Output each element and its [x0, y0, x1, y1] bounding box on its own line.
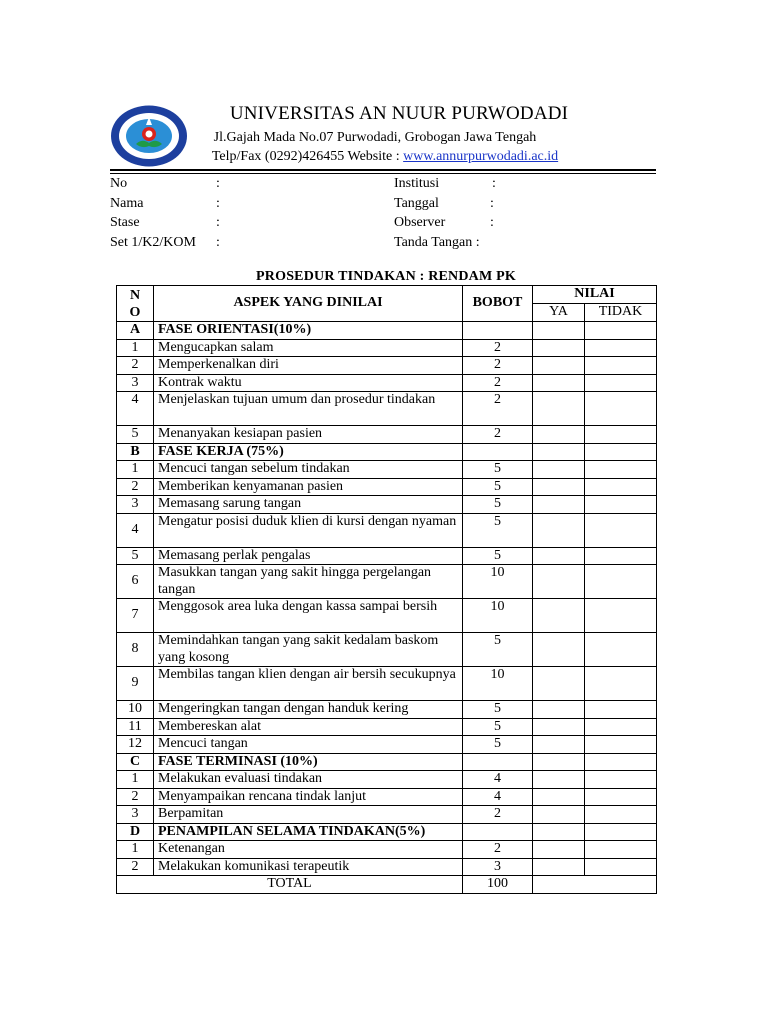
score-tidak-cell[interactable]	[585, 565, 657, 599]
weight-value: 5	[463, 633, 533, 667]
table-row	[117, 633, 657, 667]
contact-prefix: Telp/Fax (0292)426455 Website :	[211, 149, 404, 164]
weight-value: 2	[463, 392, 533, 426]
score-tidak-cell[interactable]	[585, 806, 657, 824]
score-ya-cell[interactable]	[533, 547, 585, 565]
score-ya-cell[interactable]	[533, 357, 585, 375]
table-row	[117, 478, 657, 496]
weight-value: 4	[463, 788, 533, 806]
aspect-text: Menggosok area luka dengan kassa sampai bersih	[154, 599, 463, 633]
score-ya-cell[interactable]	[533, 701, 585, 719]
info-colon: :	[216, 176, 220, 191]
table-row	[117, 806, 657, 824]
info-row-stase	[110, 213, 370, 233]
row-number: 2	[117, 478, 154, 496]
weight-value	[463, 322, 533, 340]
table-row	[117, 496, 657, 514]
row-number: 2	[117, 788, 154, 806]
score-ya-cell[interactable]	[533, 667, 585, 701]
score-tidak-cell[interactable]	[585, 496, 657, 514]
aspect-text: Melakukan komunikasi terapeutik	[154, 858, 463, 876]
university-name: UNIVERSITAS AN NUUR PURWODADI	[229, 103, 569, 124]
table-row	[117, 565, 657, 599]
table-row	[117, 374, 657, 392]
table-row	[117, 858, 657, 876]
header-ya: YA	[533, 304, 585, 322]
table-row	[117, 426, 657, 444]
table-row	[117, 736, 657, 754]
info-colon: :	[216, 215, 220, 230]
aspect-text: Membereskan alat	[154, 718, 463, 736]
table-row	[117, 701, 657, 719]
score-tidak-cell[interactable]	[585, 392, 657, 426]
row-number: 1	[117, 461, 154, 479]
weight-value: 5	[463, 461, 533, 479]
info-colon: :	[216, 234, 220, 250]
score-ya-cell[interactable]	[533, 771, 585, 789]
section-title: FASE KERJA (75%)	[154, 443, 463, 461]
weight-value: 2	[463, 339, 533, 357]
weight-value: 2	[463, 426, 533, 444]
total-label: TOTAL	[117, 876, 463, 894]
score-ya-cell[interactable]	[533, 461, 585, 479]
weight-value: 4	[463, 771, 533, 789]
table-row	[117, 547, 657, 565]
info-row-set	[110, 233, 370, 253]
info-row-tanda-tangan	[394, 233, 654, 253]
weight-value: 2	[463, 374, 533, 392]
score-ya-cell[interactable]	[533, 806, 585, 824]
info-label: Institusi	[394, 176, 440, 191]
aspect-text: Kontrak waktu	[154, 374, 463, 392]
header-bobot: BOBOT	[463, 286, 533, 322]
section-row	[117, 753, 657, 771]
score-ya-cell[interactable]	[533, 823, 585, 841]
aspect-text: Berpamitan	[154, 806, 463, 824]
score-ya-cell[interactable]	[533, 718, 585, 736]
total-row	[117, 876, 657, 894]
row-number: 4	[117, 392, 154, 426]
score-ya-cell[interactable]	[533, 496, 585, 514]
weight-value: 10	[463, 565, 533, 599]
score-tidak-cell[interactable]	[585, 322, 657, 340]
row-number: 4	[117, 513, 154, 547]
info-label: Tanda Tangan :	[394, 234, 480, 250]
table-row	[117, 339, 657, 357]
weight-value: 5	[463, 547, 533, 565]
header-no: N O	[117, 286, 154, 322]
weight-value: 2	[463, 357, 533, 375]
score-ya-cell[interactable]	[533, 633, 585, 667]
weight-value: 5	[463, 513, 533, 547]
total-score-cell[interactable]	[533, 876, 657, 894]
table-row	[117, 788, 657, 806]
score-tidak-cell[interactable]	[585, 701, 657, 719]
weight-value: 2	[463, 841, 533, 859]
info-colon: :	[216, 195, 220, 211]
score-ya-cell[interactable]	[533, 858, 585, 876]
info-row-observer	[394, 213, 654, 233]
info-label: No	[110, 176, 128, 191]
score-tidak-cell[interactable]	[585, 547, 657, 565]
aspect-text: Membilas tangan klien dengan air bersih secukupnya	[154, 667, 463, 701]
row-number: 9	[117, 667, 154, 701]
section-title: PENAMPILAN SELAMA TINDAKAN(5%)	[154, 823, 463, 841]
total-value: 100	[463, 876, 533, 894]
aspect-text: Memindahkan tangan yang sakit kedalam baskom yang kosong	[154, 633, 463, 667]
row-number: 12	[117, 736, 154, 754]
row-number: 3	[117, 374, 154, 392]
row-number: 2	[117, 357, 154, 375]
weight-value: 10	[463, 599, 533, 633]
score-tidak-cell[interactable]	[585, 736, 657, 754]
aspect-text: Mengucapkan salam	[154, 339, 463, 357]
section-row	[117, 823, 657, 841]
weight-value: 5	[463, 478, 533, 496]
row-number: 2	[117, 858, 154, 876]
aspect-text: Memperkenalkan diri	[154, 357, 463, 375]
score-ya-cell[interactable]	[533, 322, 585, 340]
score-ya-cell[interactable]	[533, 513, 585, 547]
aspect-text: Menjelaskan tujuan umum dan prosedur tindakan	[154, 392, 463, 426]
score-ya-cell[interactable]	[533, 374, 585, 392]
info-row-nama	[110, 194, 370, 214]
score-tidak-cell[interactable]	[585, 599, 657, 633]
score-ya-cell[interactable]	[533, 478, 585, 496]
score-tidak-cell[interactable]	[585, 788, 657, 806]
info-label: Observer	[394, 215, 446, 230]
section-title: FASE TERMINASI (10%)	[154, 753, 463, 771]
row-number: 5	[117, 547, 154, 565]
weight-value: 5	[463, 736, 533, 754]
weight-value: 5	[463, 701, 533, 719]
score-tidak-cell[interactable]	[585, 718, 657, 736]
assessment-table	[116, 285, 657, 894]
row-number: B	[117, 443, 154, 461]
aspect-text: Mengatur posisi duduk klien di kursi dengan nyaman	[154, 513, 463, 547]
info-row-tanggal	[394, 194, 654, 214]
score-ya-cell[interactable]	[533, 565, 585, 599]
aspect-text: Mengeringkan tangan dengan handuk kering	[154, 701, 463, 719]
score-ya-cell[interactable]	[533, 599, 585, 633]
row-number: C	[117, 753, 154, 771]
header-divider	[110, 169, 656, 171]
aspect-text: Mencuci tangan	[154, 736, 463, 754]
score-tidak-cell[interactable]	[585, 426, 657, 444]
table-row	[117, 841, 657, 859]
info-left	[110, 174, 370, 252]
table-row	[117, 357, 657, 375]
score-ya-cell[interactable]	[533, 339, 585, 357]
score-ya-cell[interactable]	[533, 753, 585, 771]
table-row	[117, 461, 657, 479]
table-title: PROSEDUR TINDAKAN : RENDAM PK	[256, 269, 516, 284]
weight-value: 10	[463, 667, 533, 701]
aspect-text: Mencuci tangan sebelum tindakan	[154, 461, 463, 479]
score-tidak-cell[interactable]	[585, 478, 657, 496]
score-tidak-cell[interactable]	[585, 633, 657, 667]
weight-value: 5	[463, 718, 533, 736]
header-tidak: TIDAK	[585, 304, 657, 322]
section-row	[117, 322, 657, 340]
website-link[interactable]: www.annurpurwodadi.ac.id	[403, 149, 559, 164]
weight-value: 5	[463, 496, 533, 514]
info-row-institusi	[394, 174, 654, 194]
score-tidak-cell[interactable]	[585, 858, 657, 876]
row-number: 1	[117, 339, 154, 357]
table-row	[117, 513, 657, 547]
score-tidak-cell[interactable]	[585, 461, 657, 479]
score-ya-cell[interactable]	[533, 443, 585, 461]
score-ya-cell[interactable]	[533, 736, 585, 754]
score-tidak-cell[interactable]	[585, 771, 657, 789]
aspect-text: Memasang perlak pengalas	[154, 547, 463, 565]
weight-value: 3	[463, 858, 533, 876]
table-row	[117, 718, 657, 736]
info-label: Nama	[110, 195, 144, 211]
table-row	[117, 667, 657, 701]
section-title: FASE ORIENTASI(10%)	[154, 322, 463, 340]
section-row	[117, 443, 657, 461]
score-ya-cell[interactable]	[533, 841, 585, 859]
row-number: 6	[117, 565, 154, 599]
aspect-text: Masukkan tangan yang sakit hingga pergelangan tangan	[154, 565, 463, 599]
aspect-text: Melakukan evaluasi tindakan	[154, 771, 463, 789]
info-label: Set 1/K2/KOM	[110, 234, 196, 250]
aspect-text: Ketenangan	[154, 841, 463, 859]
score-ya-cell[interactable]	[533, 788, 585, 806]
row-number: 3	[117, 496, 154, 514]
university-address: Jl.Gajah Mada No.07 Purwodadi, Grobogan Jawa Tengah	[213, 130, 537, 145]
score-tidak-cell[interactable]	[585, 823, 657, 841]
score-tidak-cell[interactable]	[585, 667, 657, 701]
row-number: 10	[117, 701, 154, 719]
table-row	[117, 392, 657, 426]
row-number: 3	[117, 806, 154, 824]
weight-value: 2	[463, 806, 533, 824]
weight-value	[463, 753, 533, 771]
info-row-no	[110, 174, 370, 194]
info-colon: :	[490, 195, 494, 211]
university-logo	[110, 105, 188, 167]
info-colon: :	[492, 176, 496, 191]
row-number: 1	[117, 771, 154, 789]
aspect-text: Memasang sarung tangan	[154, 496, 463, 514]
info-colon: :	[490, 215, 494, 230]
row-number: A	[117, 322, 154, 340]
aspect-text: Menyampaikan rencana tindak lanjut	[154, 788, 463, 806]
row-number: 1	[117, 841, 154, 859]
info-label: Tanggal	[394, 195, 439, 211]
score-ya-cell[interactable]	[533, 426, 585, 444]
score-ya-cell[interactable]	[533, 392, 585, 426]
aspect-text: Memberikan kenyamanan pasien	[154, 478, 463, 496]
info-right	[394, 174, 654, 252]
row-number: D	[117, 823, 154, 841]
weight-value	[463, 823, 533, 841]
score-tidak-cell[interactable]	[585, 374, 657, 392]
aspect-text: Menanyakan kesiapan pasien	[154, 426, 463, 444]
header-aspek: ASPEK YANG DINILAI	[154, 286, 463, 322]
row-number: 11	[117, 718, 154, 736]
info-label: Stase	[110, 215, 140, 230]
weight-value	[463, 443, 533, 461]
header-row	[117, 286, 657, 304]
table-row	[117, 599, 657, 633]
score-tidak-cell[interactable]	[585, 443, 657, 461]
score-tidak-cell[interactable]	[585, 339, 657, 357]
score-tidak-cell[interactable]	[585, 753, 657, 771]
score-tidak-cell[interactable]	[585, 357, 657, 375]
header-nilai: NILAI	[533, 286, 657, 304]
score-tidak-cell[interactable]	[585, 841, 657, 859]
row-number: 8	[117, 633, 154, 667]
row-number: 7	[117, 599, 154, 633]
row-number: 5	[117, 426, 154, 444]
score-tidak-cell[interactable]	[585, 513, 657, 547]
university-contact	[190, 149, 580, 165]
table-row	[117, 771, 657, 789]
